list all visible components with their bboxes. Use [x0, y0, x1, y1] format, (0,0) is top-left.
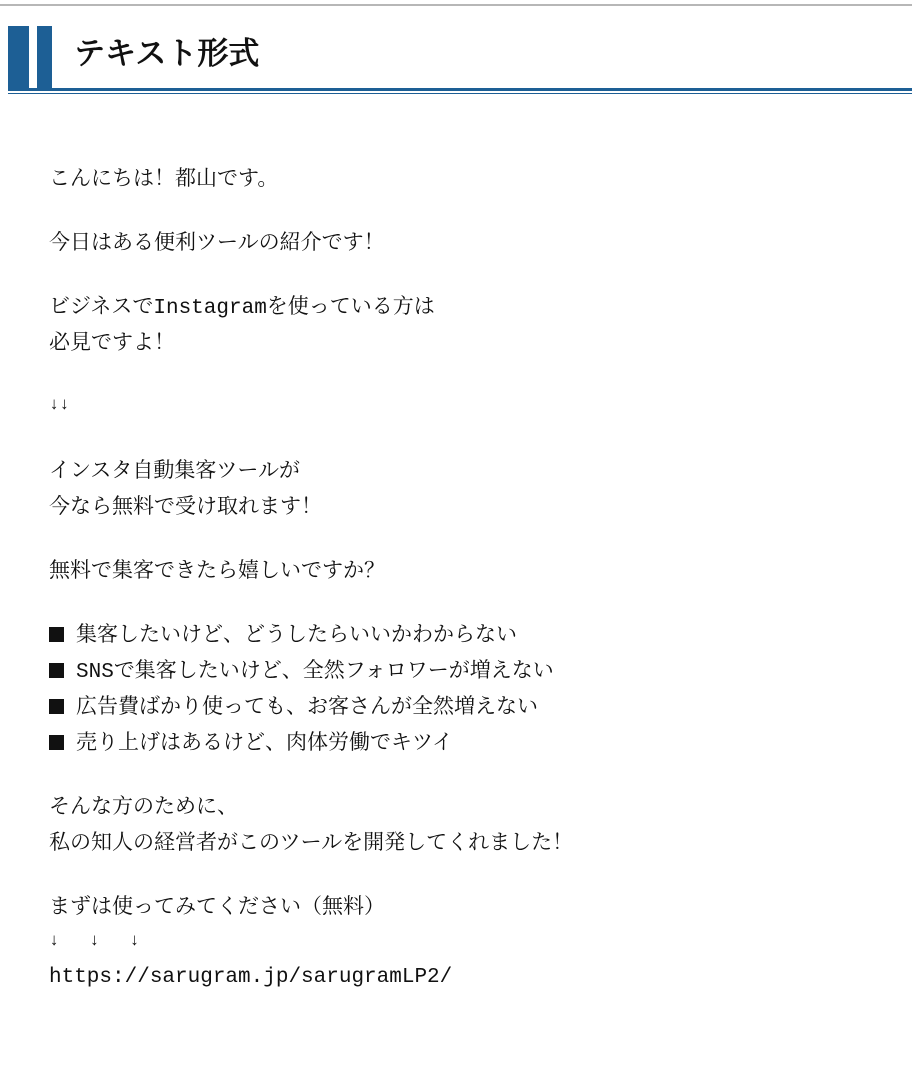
- instagram-brand: Instagram: [153, 297, 267, 320]
- for-you-line: そんな方のために、: [49, 794, 238, 818]
- instagram-line-prefix: ビジネスで: [49, 294, 154, 318]
- cta-line: まずは使ってみてください（無料）: [49, 894, 385, 918]
- question-line: 無料で集客できたら嬉しいですか？: [49, 558, 385, 582]
- instagram-line: [49, 288, 889, 324]
- down-arrow-3: ↓: [129, 932, 140, 951]
- heading-underline-secondary: [8, 93, 912, 94]
- bullet-item-2: SNSで集客したいけど、全然フォロワーが増えない: [49, 652, 889, 688]
- must-see-line: 必見ですよ！: [49, 330, 175, 354]
- greeting-line: こんにちは！都山です。: [49, 166, 279, 190]
- developed-line: 私の知人の経営者がこのツールを開発してくれました！: [49, 830, 574, 854]
- square-bullet-icon: [49, 663, 64, 678]
- down-arrow-1: ↓: [49, 932, 60, 951]
- bullet-item-4: 売り上げはあるけど、肉体労働でキツイ: [49, 724, 889, 760]
- heading-accent-bar-thin: [37, 26, 52, 91]
- square-bullet-icon: [49, 735, 64, 750]
- bullet-item-1: 集客したいけど、どうしたらいいかわからない: [49, 616, 889, 652]
- instagram-line-suffix: を使っている方は: [266, 294, 435, 318]
- sns-text: SNS: [76, 661, 114, 684]
- bullet-item-3: 広告費ばかり使っても、お客さんが全然増えない: [49, 688, 889, 724]
- heading-accent-bar-thick: [8, 26, 29, 91]
- article-body: [49, 160, 889, 996]
- down-arrows: ↓↓: [49, 396, 70, 415]
- section-heading: [8, 26, 912, 94]
- url-link[interactable]: https://sarugram.jp/sarugramLP2/: [49, 966, 453, 989]
- tool-line: インスタ自動集客ツールが: [49, 458, 300, 482]
- page-title: テキスト形式: [74, 36, 260, 72]
- top-divider: [0, 4, 912, 6]
- heading-underline: [8, 88, 912, 91]
- intro-line: 今日はある便利ツールの紹介です！: [49, 230, 385, 254]
- square-bullet-icon: [49, 699, 64, 714]
- down-arrow-2: ↓: [89, 932, 100, 951]
- spaced-down-arrows: [49, 924, 889, 960]
- free-line: 今なら無料で受け取れます！: [49, 494, 322, 518]
- square-bullet-icon: [49, 627, 64, 642]
